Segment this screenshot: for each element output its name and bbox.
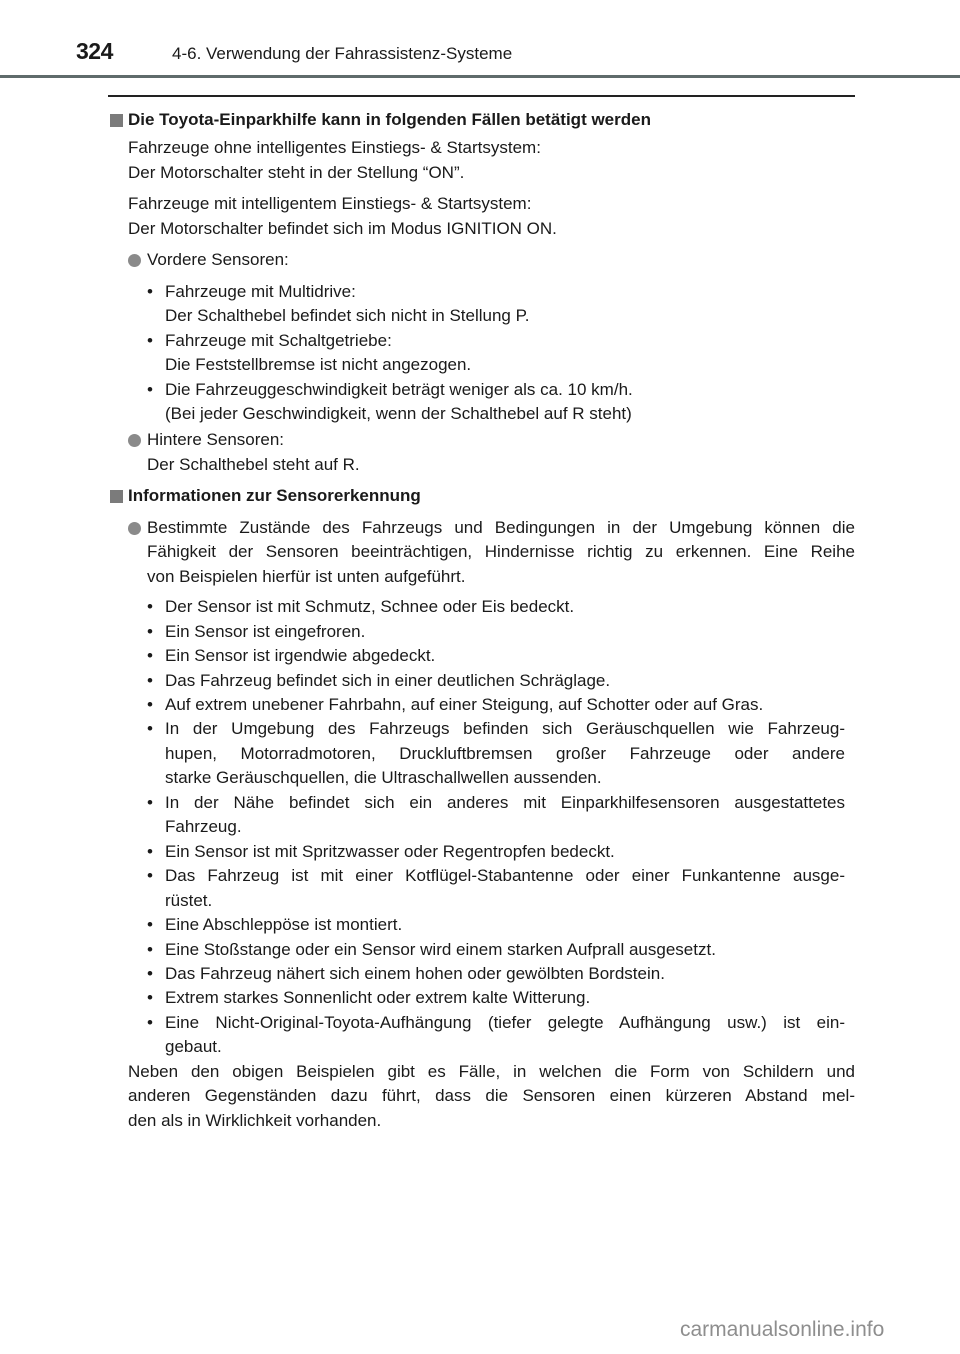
line: In der Nähe befindet sich ein anderes mit Einparkhilfesensoren ausgestattetes [165, 792, 845, 812]
line: Eine Stoßstange oder ein Sensor wird einem starken Aufprall ausgesetzt. [165, 939, 716, 959]
square-bullet-icon [110, 490, 123, 503]
bullet-item [0, 669, 845, 693]
line: Auf extrem unebener Fahrbahn, auf einer Steigung, auf Schotter oder auf Gras. [165, 694, 764, 714]
line: Der Motorschalter steht in der Stellung “ON”. [128, 162, 465, 182]
bullet-item [0, 644, 845, 668]
bullet-icon: • [147, 1012, 153, 1032]
section-heading [0, 108, 960, 132]
line: Das Fahrzeug nähert sich einem hohen oder gewölbten Bordstein. [165, 963, 665, 983]
bullet-icon: • [147, 719, 153, 739]
bullet-item [0, 864, 845, 913]
line: Ein Sensor ist eingefroren. [165, 621, 366, 641]
line: Der Schalthebel steht auf R. [147, 454, 360, 474]
line: In der Umgebung des Fahrzeugs befinden sich Geräuschquellen wie Fahrzeug- [165, 719, 845, 739]
bullet-item [0, 913, 845, 937]
bullet-icon: • [147, 841, 153, 861]
bullet-item [0, 620, 845, 644]
bullet-item [0, 280, 845, 329]
bullet-icon: • [147, 597, 153, 617]
bullet-list [0, 280, 960, 427]
heading-text: Informationen zur Sensorerkennung [128, 486, 421, 506]
line: (Bei jeder Geschwindigkeit, wenn der Schalthebel auf R steht) [165, 403, 632, 423]
line: Der Schalthebel befindet sich nicht in Stellung P. [165, 306, 530, 326]
bullet-item [0, 1011, 845, 1060]
circle-bullet-icon [128, 254, 141, 267]
line: Fahrzeuge mit Schaltgetriebe: [165, 330, 392, 350]
line: Der Sensor ist mit Schmutz, Schnee oder Eis bedeckt. [165, 597, 575, 617]
bullet-icon: • [147, 330, 153, 350]
bullet-icon: • [147, 866, 153, 886]
bullet-icon: • [147, 621, 153, 641]
page-number: 324 [76, 38, 113, 64]
paragraph [0, 136, 855, 185]
line: Fahrzeuge mit Multidrive: [165, 281, 356, 301]
line: starke Geräuschquellen, die Ultraschallwellen aussenden. [165, 768, 602, 788]
bullet-item [0, 938, 845, 962]
bullet-icon: • [147, 939, 153, 959]
bullet-icon: • [147, 670, 153, 690]
line: Ein Sensor ist irgendwie abgedeckt. [165, 646, 436, 666]
line: gebaut. [165, 1037, 222, 1057]
line: Bestimmte Zustände des Fahrzeugs und Bedingungen in der Umgebung können die [147, 517, 855, 537]
line: Fahrzeuge ohne intelligentes Einstiegs- & Startsystem: [128, 138, 541, 158]
paragraph [0, 192, 855, 241]
line: rüstet. [165, 890, 213, 910]
circle-bullet-icon [128, 522, 141, 535]
bullet-icon: • [147, 915, 153, 935]
line: Eine Abschleppöse ist montiert. [165, 915, 403, 935]
bullet-item [0, 595, 845, 619]
header-rule [0, 75, 960, 78]
section-heading [0, 484, 960, 508]
line: Fahrzeug. [165, 817, 242, 837]
watermark: carmanualsonline.info [680, 1318, 885, 1341]
bullet-item [0, 329, 845, 378]
bullet-item [0, 693, 845, 717]
bullet-item [0, 378, 845, 427]
circle-item [0, 248, 855, 272]
line: Das Fahrzeug befindet sich in einer deutlichen Schräglage. [165, 670, 611, 690]
bullet-item [0, 840, 845, 864]
bullet-icon: • [147, 379, 153, 399]
line: Das Fahrzeug ist mit einer Kotflügel-Stabantenne oder einer Funkantenne ausge- [165, 866, 845, 886]
square-bullet-icon [110, 114, 123, 127]
circle-item [0, 516, 855, 589]
heading-text: Die Toyota-Einparkhilfe kann in folgenden Fällen betätigt werden [128, 110, 651, 129]
bullet-list [0, 595, 960, 1060]
bullet-icon: • [147, 694, 153, 714]
chapter-title: 4-6. Verwendung der Fahrassistenz-Systeme [172, 44, 513, 63]
line: Die Feststellbremse ist nicht angezogen. [165, 355, 472, 375]
circle-item [0, 428, 855, 477]
line: von Beispielen hierfür ist unten aufgeführt. [147, 566, 466, 586]
bullet-item [0, 962, 845, 986]
line: Die Fahrzeuggeschwindigkeit beträgt weniger als ca. 10 km/h. [165, 379, 633, 399]
bullet-icon: • [147, 646, 153, 666]
line: Neben den obigen Beispielen gibt es Fälle, in welchen die Form von Schildern und [128, 1061, 855, 1081]
bullet-item [0, 986, 845, 1010]
bullet-item [0, 791, 845, 840]
page-content [0, 108, 960, 1133]
line: Der Motorschalter befindet sich im Modus IGNITION ON. [128, 218, 557, 238]
circle-bullet-icon [128, 434, 141, 447]
line: Vordere Sensoren: [147, 250, 289, 270]
bullet-item [0, 717, 845, 790]
bullet-icon: • [147, 963, 153, 983]
line: Extrem starkes Sonnenlicht oder extrem kalte Witterung. [165, 988, 591, 1008]
line: hupen, Motorradmotoren, Druckluftbremsen großer Fahrzeuge oder andere [165, 743, 845, 763]
line: den als in Wirklichkeit vorhanden. [128, 1110, 382, 1130]
line: Fähigkeit der Sensoren beeinträchtigen, Hindernisse richtig zu erkennen. Eine Reihe [147, 542, 855, 562]
line: Ein Sensor ist mit Spritzwasser oder Regentropfen bedeckt. [165, 841, 615, 861]
paragraph [0, 1060, 855, 1133]
line: anderen Gegenständen dazu führt, dass die Sensoren einen kürzeren Abstand mel- [128, 1086, 855, 1106]
bullet-icon: • [147, 792, 153, 812]
line: Eine Nicht-Original-Toyota-Aufhängung (tiefer gelegte Aufhängung usw.) ist ein- [165, 1012, 845, 1032]
line: Hintere Sensoren: [147, 430, 285, 450]
line: Fahrzeuge mit intelligentem Einstiegs- & Startsystem: [128, 194, 532, 214]
section-rule [108, 95, 855, 97]
bullet-icon: • [147, 281, 153, 301]
bullet-icon: • [147, 988, 153, 1008]
